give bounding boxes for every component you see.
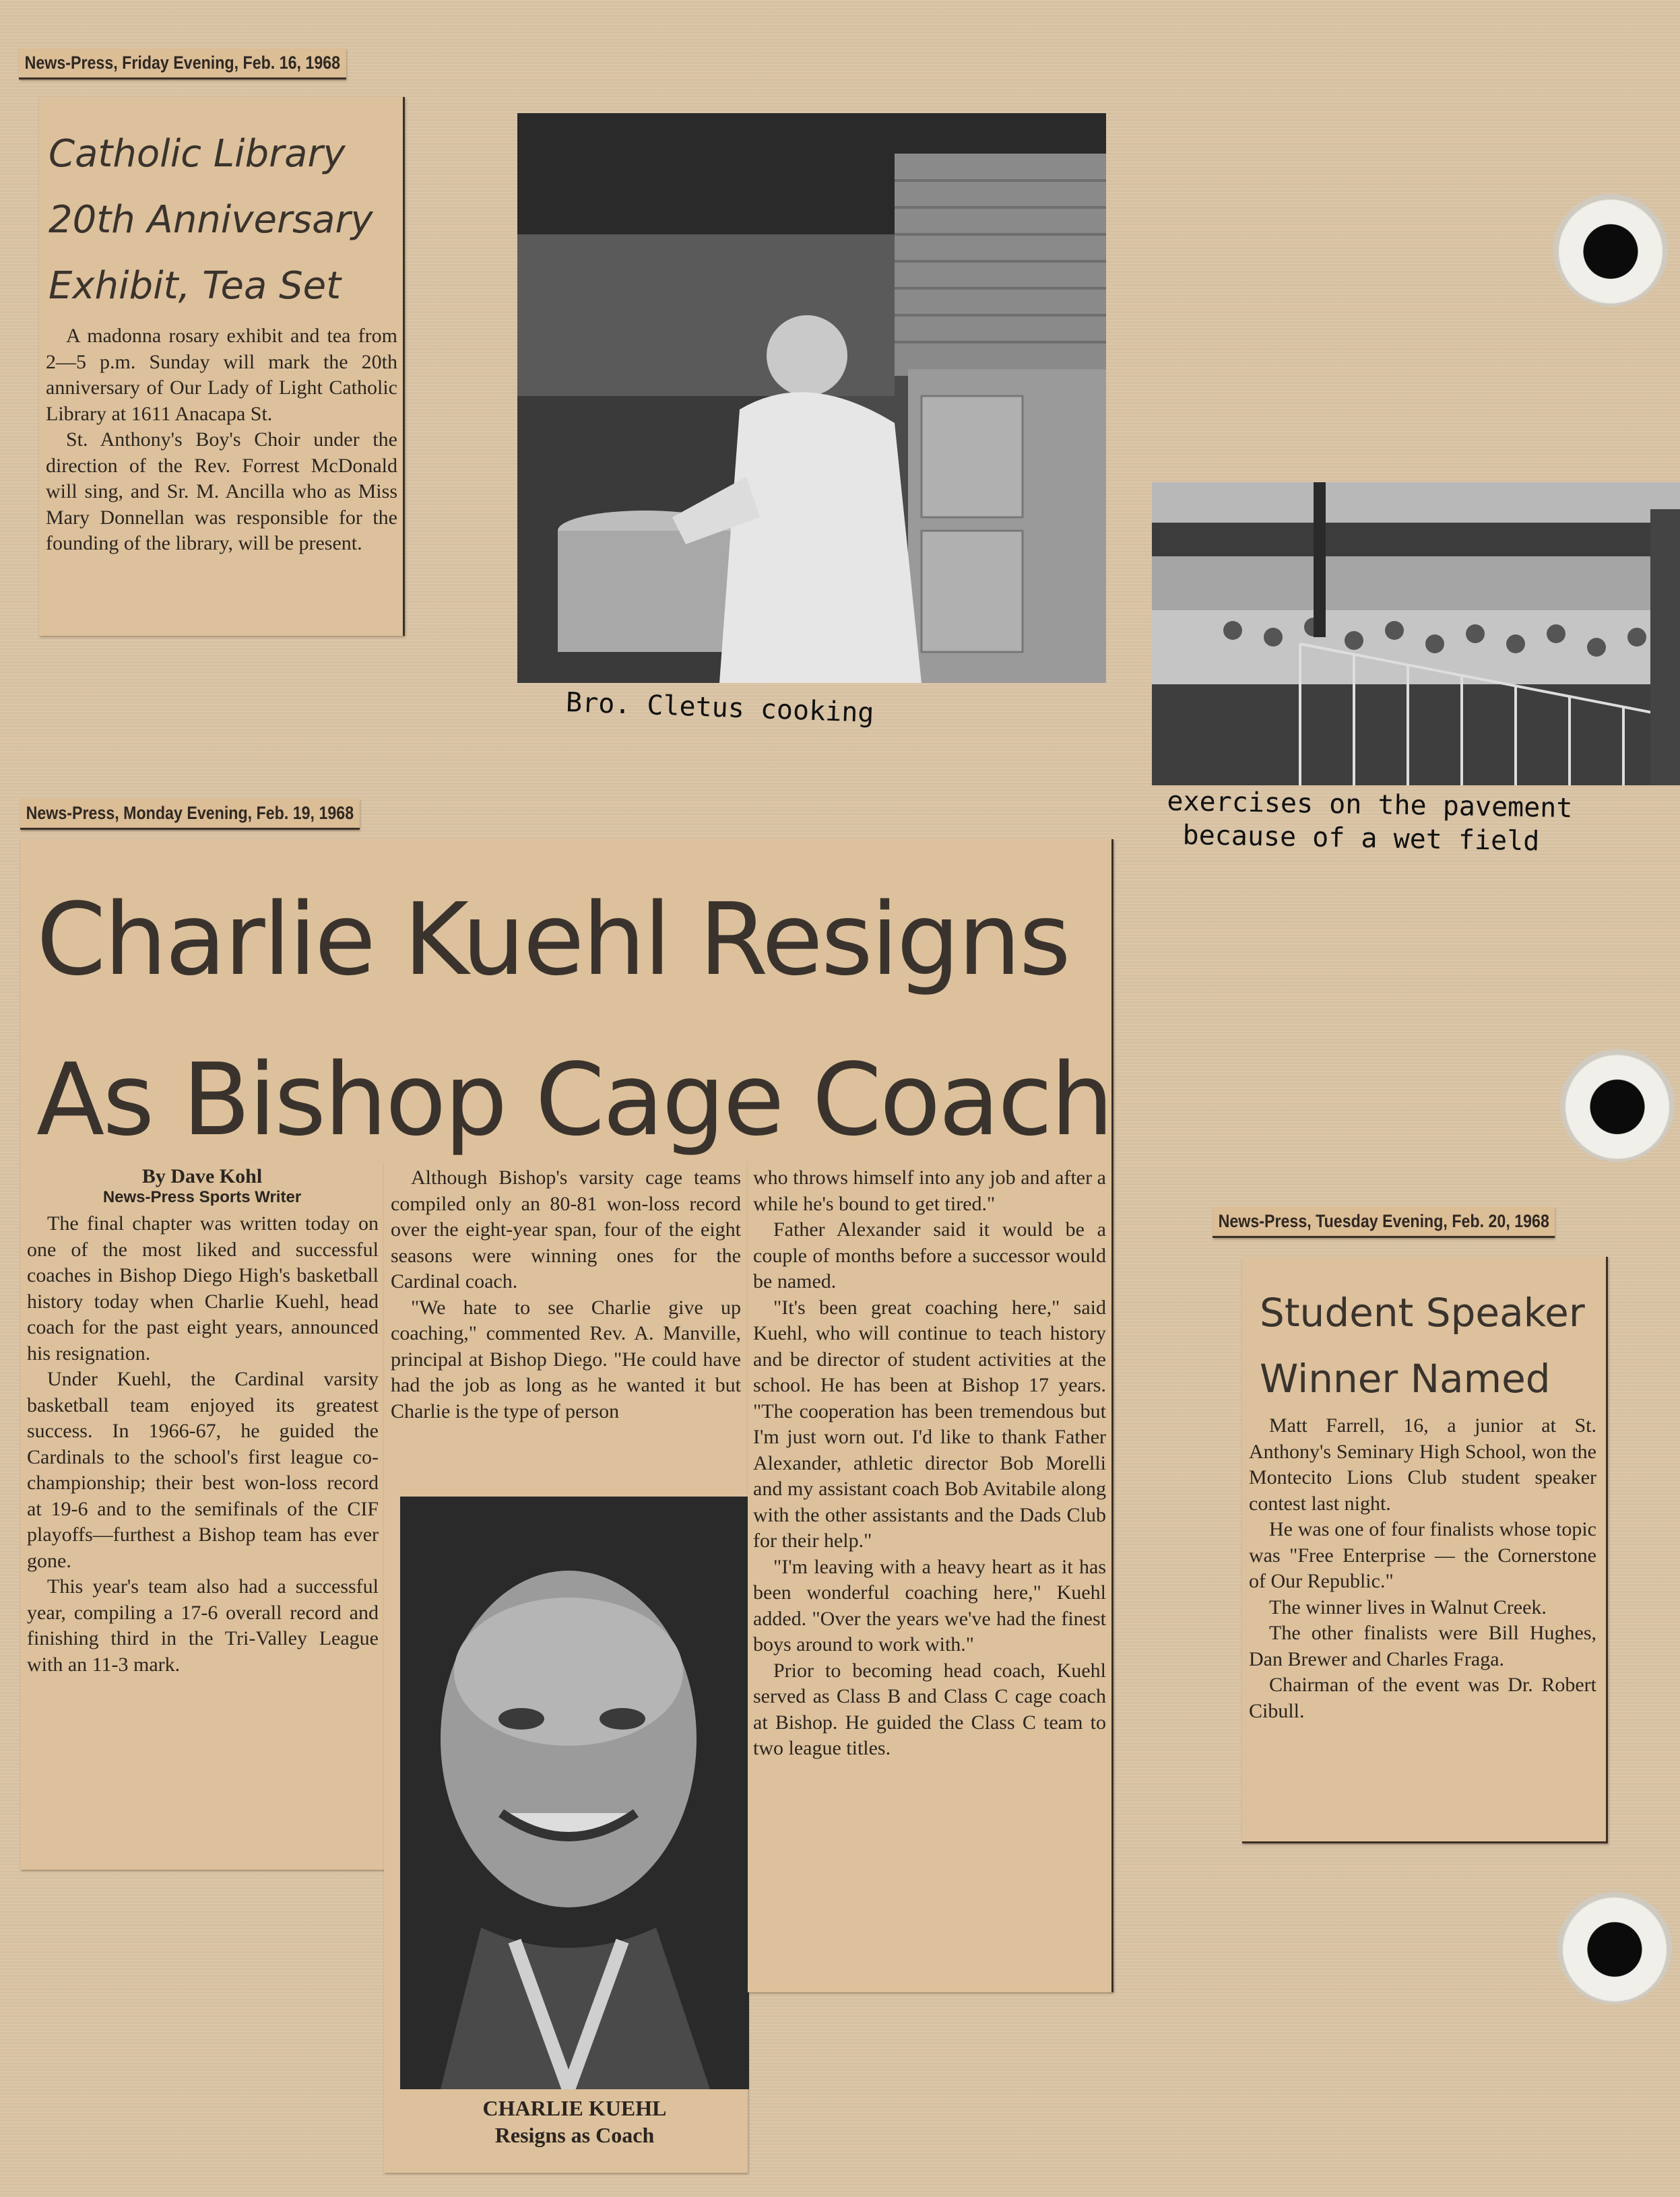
headline-line: Winner Named <box>1260 1356 1551 1402</box>
headline-catholic-library <box>49 121 373 319</box>
paragraph: "We hate to see Charlie give up coaching," commented Rev. A. Manville, principal at Bishop Diego. "He could have had the job as long as he wanted it but Charlie is the type of person <box>391 1296 741 1422</box>
paragraph: Matt Farrell, 16, a junior at St. Anthony's Seminary High School, won the Montecito Lions Club student speaker contest last night. <box>1249 1414 1596 1515</box>
headline-line: 20th Anniversary <box>49 198 373 242</box>
paragraph: who throws himself into any job and after a while he's bound to get tired." <box>753 1167 1106 1215</box>
caption-line: Resigns as Coach <box>494 2123 655 2147</box>
photo-exercises <box>1152 482 1680 785</box>
article-catholic-library <box>39 97 405 636</box>
paragraph: He was one of four finalists whose topic was "Free Enterprise — the Cornerstone of Our Republic." <box>1249 1518 1596 1592</box>
caption-line: because of a wet field <box>1182 820 1540 857</box>
caption-cooking: Bro. Cletus cooking <box>565 687 875 729</box>
article-student-speaker <box>1242 1257 1608 1843</box>
paragraph: "It's been great coaching here," said Kuehl, who will continue to teach history and be director of student activities at the school. He has been at Bishop 17 years. "The cooperation has been tremendous but I'm just worn out. I'd like to thank Father Alexander, athletic director Bob Morelli and my assistant coach Bob Avitabile along with the other assistants and the Dads Club for their help." <box>753 1296 1106 1552</box>
kuehl-column-1 <box>20 1162 385 1870</box>
headline-line: Student Speaker <box>1260 1290 1585 1336</box>
photo-caption-kuehl <box>400 2095 749 2149</box>
headline-kuehl <box>36 859 1111 1180</box>
paragraph: St. Anthony's Boy's Choir under the direction of the Rev. Forrest McDonald will sing, and Sr. M. Ancilla who as Miss Mary Donnellan was responsible for the founding of the library, will be present. <box>46 428 397 554</box>
kuehl-column-3 <box>748 1162 1113 1992</box>
byline-role: News-Press Sports Writer <box>102 1188 302 1206</box>
headline-line: As Bishop Cage Coach <box>36 1042 1112 1158</box>
caption-exercises <box>1166 785 1573 859</box>
headline-line: Catholic Library <box>49 132 346 176</box>
kuehl-portrait-image <box>400 1497 749 2089</box>
paragraph: "I'm leaving with a heavy heart as it has been wonderful coaching here," Kuehl added. "Over the years we've had the finest boys around to work with." <box>753 1555 1106 1655</box>
column-2-body <box>384 1162 748 1424</box>
cooking-photo-image <box>517 113 1106 683</box>
paragraph: A madonna rosary exhibit and tea from 2—5 p.m. Sunday will mark the 20th anniversary of Our Lady of Light Catholic Library at 1611 Anacapa St. <box>46 325 397 425</box>
photo-cooking <box>517 113 1106 683</box>
dateline-1: News-Press, Friday Evening, Feb. 16, 1968 <box>19 48 346 79</box>
byline: By Dave Kohl <box>141 1165 263 1187</box>
paragraph: The final chapter was written today on one of the most liked and successful coaches in Bishop Diego High's basketball history today when Charlie Kuehl, head coach for the past eight years, announced his resignation. <box>27 1212 379 1365</box>
paragraph: The winner lives in Walnut Creek. <box>1269 1596 1547 1618</box>
dateline-3: News-Press, Tuesday Evening, Feb. 20, 1968 <box>1213 1207 1555 1238</box>
article-body <box>46 323 397 557</box>
binder-hole-bottom <box>1557 1890 1672 2004</box>
paragraph: Chairman of the event was Dr. Robert Cibull. <box>1249 1674 1596 1722</box>
column-1-body <box>20 1207 384 1678</box>
dateline-2: News-Press, Monday Evening, Feb. 19, 1968 <box>20 799 360 830</box>
headline-line: Charlie Kuehl Resigns <box>36 882 1069 997</box>
headline-line: Exhibit, Tea Set <box>49 264 342 308</box>
paragraph: This year's team also had a successful year, compiling a 17-6 overall record and finishing third in the Tri-Valley League with an 11-3 mark. <box>27 1575 379 1676</box>
paragraph: The other finalists were Bill Hughes, Dan Brewer and Charles Fraga. <box>1249 1622 1596 1670</box>
caption-line: exercises on the pavement <box>1167 785 1573 824</box>
kuehl-column-2 <box>384 1162 748 2173</box>
exercises-photo-image <box>1152 482 1680 785</box>
binder-hole-middle <box>1560 1047 1675 1162</box>
headline-student-speaker <box>1260 1280 1585 1412</box>
caption-line: CHARLIE KUEHL <box>482 2096 667 2120</box>
paragraph: Prior to becoming head coach, Kuehl served as Class B and Class C cage coach at Bishop. He guided the Class C team to two league titles. <box>753 1659 1106 1759</box>
photo-charlie-kuehl <box>400 1497 749 2089</box>
article-body <box>1249 1413 1596 1724</box>
article-kuehl-headline <box>20 839 1113 1162</box>
binder-hole-top <box>1553 192 1668 306</box>
paragraph: Father Alexander said it would be a couple of months before a successor would be named. <box>753 1218 1106 1292</box>
column-3-body <box>748 1162 1111 1762</box>
paragraph: Under Kuehl, the Cardinal varsity basketball team enjoyed its greatest success. In 1966-67, he guided the Cardinals to the school's first league co-championship; their best won-loss record at 19-6 and to the semifinals of the CIF playoffs—furthest a Bishop team has ever gone. <box>27 1368 379 1572</box>
paragraph: Although Bishop's varsity cage teams compiled only an 80-81 won-loss record over the eight-year span, four of the eight seasons were winning ones for the Cardinal coach. <box>391 1167 741 1292</box>
